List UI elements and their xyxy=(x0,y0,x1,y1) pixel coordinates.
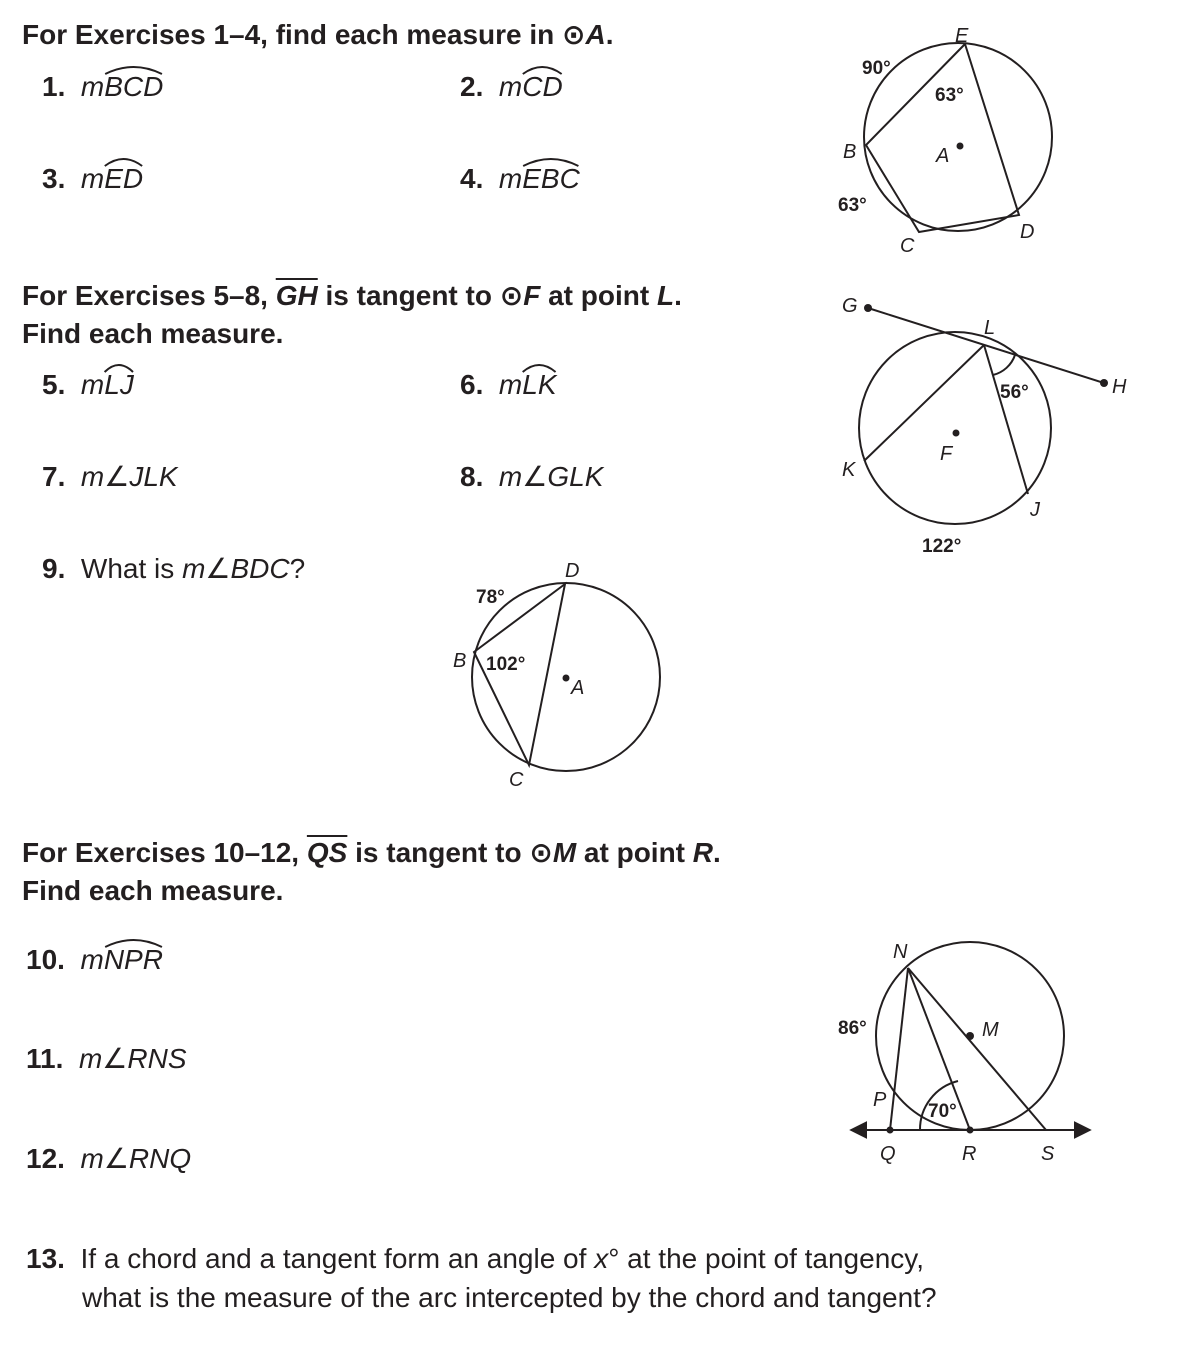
intro-at-text: at point xyxy=(576,837,693,868)
exercise-number: 5. xyxy=(42,369,66,400)
label-a: A xyxy=(936,145,950,167)
chord-lk xyxy=(864,345,984,461)
arc-label-122: 122° xyxy=(922,536,962,557)
label-e: E xyxy=(955,25,969,47)
circle-symbol: ⊙ xyxy=(562,19,586,50)
exercise-13-line2: what is the measure of the arc intercepted by the chord and tangent? xyxy=(82,1282,937,1313)
intro-at-text: at point xyxy=(540,280,657,311)
figure-2-labels xyxy=(842,295,1127,557)
angle-label-90: 90° xyxy=(862,58,891,79)
secant-nq xyxy=(890,968,908,1130)
section2-instructions-line2: Find each measure. xyxy=(22,318,284,349)
arc-name: CD xyxy=(522,71,563,102)
section4-intro-text: For Exercises 10–12, xyxy=(22,837,307,868)
arc-name: LK xyxy=(522,369,557,400)
circle-name: A xyxy=(585,19,606,50)
section2-intro-text: For Exercises 5–8, xyxy=(22,280,276,311)
arc-name: ED xyxy=(104,163,144,194)
exercise-number: 8. xyxy=(460,461,484,492)
angle-arc-56 xyxy=(993,355,1015,375)
angle-expression: m∠RNQ xyxy=(80,1143,192,1174)
center-f-point xyxy=(953,430,960,437)
exercise-number: 12. xyxy=(26,1143,65,1174)
point-name: R xyxy=(692,837,714,868)
label-f: F xyxy=(940,443,953,465)
label-b-2: B xyxy=(453,650,467,672)
label-r: R xyxy=(962,1143,977,1165)
variable-x: x xyxy=(594,1243,609,1274)
measure-m: m xyxy=(498,71,523,102)
exercise-number: 6. xyxy=(460,369,484,400)
measure-m: m xyxy=(80,163,105,194)
angle-expression: m∠GLK xyxy=(498,461,604,492)
circle-name: F xyxy=(523,280,541,311)
segment-name: $\overline{GH}$ xyxy=(275,280,318,311)
angle-label-102: 102° xyxy=(486,654,526,675)
arc-name: LJ xyxy=(104,369,134,400)
label-c: C xyxy=(900,235,915,257)
exercise-number: 2. xyxy=(460,71,484,102)
measure-m: m xyxy=(80,944,104,975)
figure-2-circle-f xyxy=(859,308,1104,524)
point-h xyxy=(1100,379,1108,387)
measure-m: m xyxy=(498,369,523,400)
label-n: N xyxy=(893,941,908,963)
label-s: S xyxy=(1041,1143,1055,1165)
label-g: G xyxy=(842,295,858,317)
arc-label-86: 86° xyxy=(838,1018,867,1039)
angle-label-63-inner: 63° xyxy=(935,85,964,106)
exercise-number: 7. xyxy=(42,461,66,492)
angle-label-56: 56° xyxy=(1000,382,1029,403)
label-a-2: A xyxy=(571,677,585,699)
question-text-tail: ° at the point of tangency, xyxy=(608,1243,924,1274)
label-d: D xyxy=(1020,221,1035,243)
arc-name: NPR xyxy=(103,944,163,975)
circle-symbol: ⊙ xyxy=(529,837,553,868)
section1-intro-text: For Exercises 1–4, find each measure in xyxy=(22,19,563,50)
label-q: Q xyxy=(880,1143,896,1165)
circle-a-outline xyxy=(864,43,1052,231)
figure-1-circle-a xyxy=(864,43,1052,232)
angle-expression: m∠RNS xyxy=(78,1043,187,1074)
angle-label-63-left: 63° xyxy=(838,195,867,216)
point-name: L xyxy=(656,280,675,311)
exercise-number: 1. xyxy=(42,71,66,102)
label-j: J xyxy=(1030,499,1040,521)
label-b: B xyxy=(843,141,857,163)
center-m-point xyxy=(966,1032,974,1040)
measure-m: m xyxy=(498,163,523,194)
question-text: What is xyxy=(80,553,183,584)
intro-mid-text: is tangent to xyxy=(317,280,500,311)
period: . xyxy=(674,280,682,311)
label-l: L xyxy=(984,317,996,339)
point-q xyxy=(887,1127,894,1134)
measure-m: m xyxy=(80,369,105,400)
label-h: H xyxy=(1112,376,1127,398)
exercise-number: 4. xyxy=(460,163,484,194)
section4-instructions-line2: Find each measure. xyxy=(22,875,284,906)
segment-name: $\overline{QS}$ xyxy=(306,837,348,868)
point-r xyxy=(967,1127,974,1134)
center-a-point xyxy=(957,143,964,150)
arc-name: EBC xyxy=(522,163,580,194)
arc-name: BCD xyxy=(104,71,164,102)
angle-label-70: 70° xyxy=(928,1101,957,1122)
measure-m: m xyxy=(80,71,105,102)
angle-expression: m∠BDC xyxy=(182,553,290,584)
circle-symbol: ⊙ xyxy=(499,280,524,311)
question-mark: ? xyxy=(289,553,306,584)
label-c-2: C xyxy=(509,769,524,791)
label-k: K xyxy=(842,459,856,481)
arc-label-78: 78° xyxy=(476,587,505,608)
exercise-number: 9. xyxy=(42,553,66,584)
label-m: M xyxy=(982,1019,999,1041)
exercise-number: 10. xyxy=(26,944,65,975)
figure-1-labels xyxy=(838,25,1034,257)
circle-name: M xyxy=(552,837,577,868)
label-p: P xyxy=(873,1089,887,1111)
period: . xyxy=(605,19,614,50)
question-text: If a chord and a tangent form an angle of xyxy=(80,1243,595,1274)
exercise-number: 11. xyxy=(26,1043,64,1074)
intro-mid-text: is tangent to xyxy=(347,837,530,868)
point-g xyxy=(864,304,872,312)
angle-expression: m∠JLK xyxy=(80,461,178,492)
figure-4-labels xyxy=(838,941,1055,1165)
label-d-2: D xyxy=(565,560,580,582)
period: . xyxy=(713,837,721,868)
circle-f-outline xyxy=(859,332,1051,524)
exercise-number: 3. xyxy=(42,163,66,194)
center-a-point-2 xyxy=(563,675,570,682)
exercise-number: 13. xyxy=(26,1243,65,1274)
